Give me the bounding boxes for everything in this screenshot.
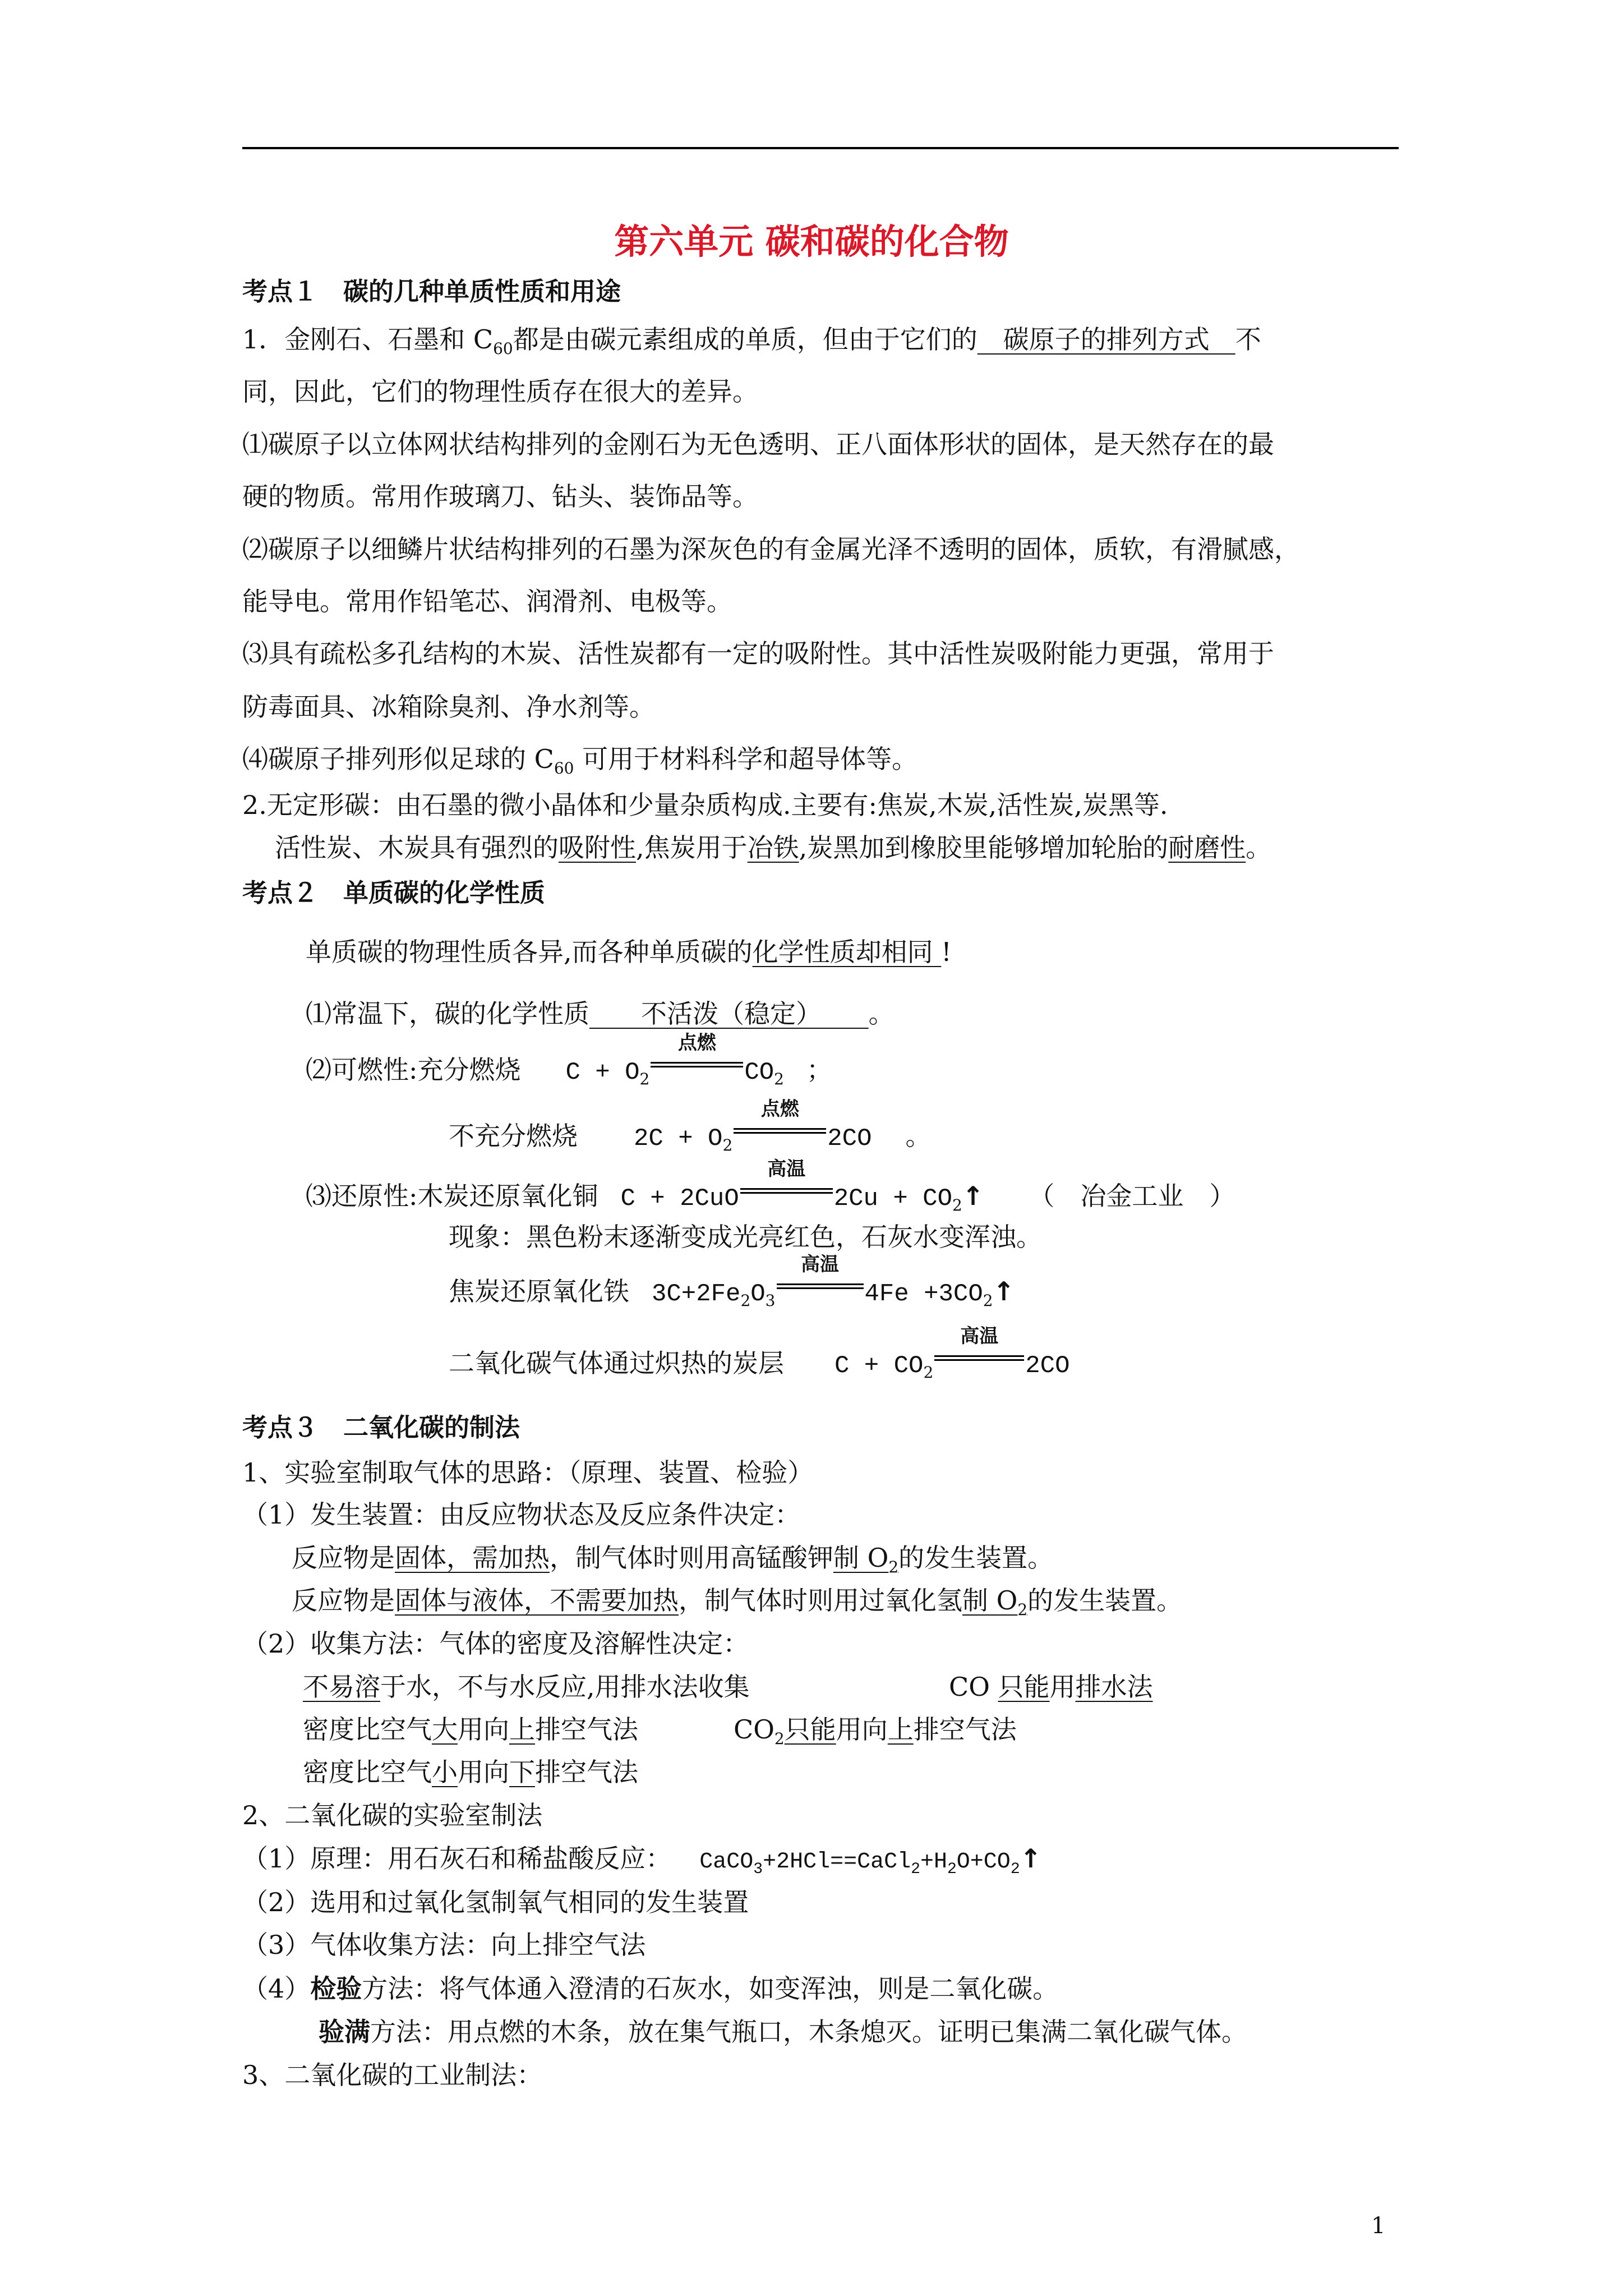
item-2-line-2: 能导电。常用作铅笔芯、润滑剂、电极等。 bbox=[242, 586, 732, 616]
text: 排空气法 bbox=[535, 1757, 638, 1787]
text: 。 bbox=[905, 1121, 932, 1151]
text: ! bbox=[941, 937, 952, 967]
generator-solid-heat bbox=[292, 1538, 1053, 1577]
text: 充分燃烧 bbox=[417, 1055, 521, 1085]
text: 用 bbox=[1049, 1672, 1076, 1702]
text: 单质碳的物理性质各异,而各种单质碳的 bbox=[306, 937, 753, 967]
generator-solid-liquid bbox=[292, 1581, 1182, 1620]
text: ,焦炭用于 bbox=[636, 832, 748, 863]
text: CO bbox=[734, 1714, 774, 1745]
underlined-term: 固体，需加热 bbox=[395, 1543, 550, 1573]
equation-rhs: CO bbox=[744, 1059, 774, 1087]
paragraph-2-line-2 bbox=[275, 828, 1271, 867]
underlined-term: 上 bbox=[887, 1714, 914, 1745]
reaction-condition: 高温 bbox=[960, 1325, 999, 1347]
collection-downward bbox=[303, 1752, 638, 1792]
text: 。 bbox=[1246, 832, 1272, 863]
text: 制 O bbox=[833, 1543, 889, 1573]
text: CO bbox=[949, 1672, 998, 1702]
reaction-arrow bbox=[651, 1032, 743, 1068]
combustion-complete: ⑵可燃性:充分燃烧 $C + O_2$ 点燃 $CO_2$ ； bbox=[306, 1032, 832, 1088]
underlined-term: 排水法 bbox=[1075, 1672, 1153, 1702]
text: ⑴常温下，碳的化学性质 bbox=[306, 999, 589, 1029]
stability-line bbox=[306, 994, 895, 1033]
text: （1）原理：用石灰石和稀盐酸反应： bbox=[242, 1843, 672, 1874]
underlined-term: 吸附性 bbox=[559, 832, 636, 863]
label: ⑶还原性: bbox=[306, 1181, 418, 1211]
subscript: 60 bbox=[493, 339, 513, 358]
underlined-term: 小 bbox=[432, 1757, 458, 1787]
equation-lhs: 2C + O bbox=[634, 1125, 723, 1153]
equation-rhs: 4Fe +3CO bbox=[864, 1280, 983, 1308]
bold-term: 验满 bbox=[319, 2017, 370, 2047]
collection-line: （2）收集方法：气体的密度及溶解性决定： bbox=[242, 1628, 749, 1659]
reduction-phenomenon: 现象：黑色粉末逐渐变成光亮红色，石灰水变浑浊。 bbox=[449, 1222, 1042, 1252]
text: 的发生装置。 bbox=[1027, 1585, 1183, 1616]
section-heading-1: 考点１ 碳的几种单质性质和用途 bbox=[242, 277, 621, 306]
underlined-term: 不易溶 bbox=[303, 1672, 380, 1702]
item-3-line-2: 防毒面具、冰箱除臭剂、净水剂等。 bbox=[242, 692, 655, 722]
reaction-arrow bbox=[777, 1253, 864, 1289]
text: 用向 bbox=[836, 1714, 888, 1745]
reaction-condition: 点燃 bbox=[760, 1098, 799, 1120]
underlined-term: 制 $O_2$ bbox=[962, 1585, 1028, 1619]
text: 密度比空气 bbox=[303, 1757, 432, 1787]
text: 排空气法 bbox=[535, 1714, 638, 1745]
lab-co2-heading: 2、二氧化碳的实验室制法 bbox=[242, 1800, 543, 1830]
reaction-arrow bbox=[740, 1158, 833, 1194]
collection-method-line: （3）气体收集方法：向上排空气法 bbox=[242, 1930, 646, 1960]
gas-arrow-icon: ↑ bbox=[993, 1276, 1015, 1306]
reaction-arrow bbox=[934, 1325, 1024, 1361]
apparatus-line: （2）选用和过氧化氢制氧气相同的发生装置 bbox=[242, 1887, 749, 1917]
text: 1．金刚石、石墨和 C bbox=[242, 324, 494, 355]
item-4 bbox=[242, 739, 917, 779]
reaction-arrow bbox=[734, 1098, 826, 1134]
page-number: 1 bbox=[1371, 2213, 1386, 2239]
underlined-term: 只能 bbox=[784, 1714, 836, 1745]
reduction-cuo: ⑶还原性:木炭还原氧化铜 C + 2CuO 高温 $2Cu + CO_2↑$ （ 冶金工业 ） bbox=[306, 1158, 1235, 1214]
equation-lhs: C + O bbox=[565, 1059, 640, 1087]
text: +2HCl==CaCl bbox=[763, 1849, 911, 1875]
gas-arrow-icon: ↑ bbox=[1020, 1843, 1042, 1874]
item-1-line-2: 硬的物质。常用作玻璃刀、钻头、装饰品等。 bbox=[242, 481, 758, 512]
answer-blank: 碳原子的排列方式 bbox=[977, 324, 1235, 355]
section-heading-3: 考点３ 二氧化碳的制法 bbox=[242, 1412, 520, 1442]
equation-lhs: 3C+2Fe bbox=[652, 1280, 741, 1308]
text: +H bbox=[920, 1849, 947, 1875]
text: 不充分燃烧 bbox=[449, 1121, 578, 1151]
collection-water bbox=[303, 1667, 750, 1706]
equation-rhs: 2Cu + CO bbox=[833, 1185, 952, 1213]
underlined-term: 固体与液体，不需要加热 bbox=[395, 1585, 679, 1616]
item-3-line-1: ⑶具有疏松多孔结构的木炭、活性炭都有一定的吸附性。其中活性炭吸附能力更强，常用于 bbox=[242, 638, 1274, 669]
underlined-term: 化学性质却相同 bbox=[752, 937, 942, 967]
text: 制 O bbox=[962, 1585, 1018, 1616]
header-rule bbox=[242, 147, 1399, 149]
principle-line bbox=[242, 1839, 1041, 1882]
subscript: 60 bbox=[554, 759, 574, 777]
paragraph-1-line-2: 同，因此，它们的物理性质存在很大的差异。 bbox=[242, 376, 758, 407]
text: CaCO bbox=[699, 1849, 754, 1875]
text: 用向 bbox=[458, 1714, 509, 1745]
text: 二氧化碳气体通过炽热的炭层 bbox=[449, 1348, 784, 1378]
item-1-line-1: ⑴碳原子以立体网状结构排列的金刚石为无色透明、正八面体形状的固体，是天然存在的最 bbox=[242, 429, 1274, 459]
label: ⑵可燃性: bbox=[306, 1055, 418, 1085]
text: 密度比空气 bbox=[303, 1714, 432, 1745]
full-check-line bbox=[319, 2012, 1247, 2051]
reaction-condition: 高温 bbox=[801, 1253, 839, 1276]
text: ，制气体时则用高锰酸钾 bbox=[550, 1543, 833, 1573]
co2-reduction: 二氧化碳气体通过炽热的炭层 $C + CO_2$ 高温 2CO bbox=[449, 1325, 1070, 1382]
bold-term: 检验 bbox=[310, 1973, 362, 2004]
reaction-condition: 高温 bbox=[767, 1158, 806, 1180]
text: （4） bbox=[242, 1973, 311, 2004]
text: 排空气法 bbox=[913, 1714, 1017, 1745]
text: 于水，不与水反应,用排水法收集 bbox=[380, 1672, 750, 1702]
equation-lhs: O bbox=[750, 1280, 766, 1308]
underlined-term: 上 bbox=[509, 1714, 535, 1745]
item-2-line-1: ⑵碳原子以细鳞片状结构排列的石墨为深灰色的有金属光泽不透明的固体，质软，有滑腻感， bbox=[242, 534, 1300, 564]
text: 反应物是 bbox=[292, 1585, 395, 1616]
text: 不 bbox=[1235, 324, 1261, 355]
text: 。 bbox=[868, 999, 895, 1029]
text: 活性炭、木炭具有强烈的 bbox=[275, 832, 559, 863]
underlined-term: 下 bbox=[509, 1757, 535, 1787]
text: 方法：将气体通入澄清的石灰水，如变浑浊，则是二氧化碳。 bbox=[362, 1973, 1059, 2004]
generator-line: （1）发生装置：由反应物状态及反应条件决定： bbox=[242, 1499, 801, 1530]
equation-rhs: 2CO bbox=[1025, 1352, 1070, 1380]
text: ； bbox=[806, 1055, 832, 1085]
text: 都是由碳元素组成的单质，但由于它们的 bbox=[513, 324, 978, 355]
equation-rhs: 2CO bbox=[827, 1125, 872, 1153]
industrial-prep-heading: 3、二氧化碳的工业制法： bbox=[242, 2060, 543, 2090]
underlined-term: 制 $O_2$ bbox=[833, 1543, 899, 1576]
text: ⑷碳原子排列形似足球的 C bbox=[242, 744, 554, 774]
collection-co-rule bbox=[949, 1667, 1153, 1706]
paragraph-1-line-1 bbox=[242, 320, 1261, 359]
equation-lhs: C + CO bbox=[834, 1352, 924, 1380]
text: 用向 bbox=[458, 1757, 509, 1787]
equation: $CaCO_3+2HCl==CaCl_2+H_2O+CO_2$ bbox=[699, 1849, 1020, 1878]
text: 木炭还原氧化铜 bbox=[417, 1181, 598, 1211]
text: 的发生装置。 bbox=[898, 1543, 1054, 1573]
collection-upward bbox=[303, 1710, 638, 1749]
text: ，制气体时则用过氧化氢 bbox=[679, 1585, 962, 1616]
equation-lhs: C + 2CuO bbox=[620, 1185, 739, 1213]
chem-property-intro bbox=[306, 932, 952, 972]
gas-arrow-icon: ↑ bbox=[962, 1181, 984, 1211]
text: 焦炭还原氧化铁 bbox=[449, 1276, 629, 1306]
page-title: 第六单元 碳和碳的化合物 bbox=[614, 221, 1009, 262]
test-line bbox=[242, 1969, 1058, 2008]
text: 反应物是 bbox=[292, 1543, 395, 1573]
text: （ 冶金工业 ） bbox=[1029, 1181, 1235, 1211]
lab-prep-intro: 1、实验室制取气体的思路：（原理、装置、检验） bbox=[242, 1457, 814, 1488]
text: O+CO bbox=[956, 1849, 1011, 1875]
reaction-condition: 点燃 bbox=[677, 1032, 716, 1054]
underlined-term: 只能 bbox=[998, 1672, 1050, 1702]
text: 方法：用点燃的木条，放在集气瓶口，木条熄灭。证明已集满二氧化碳气体。 bbox=[370, 2017, 1247, 2047]
text: ,炭黑加到橡胶里能够增加轮胎的 bbox=[799, 832, 1169, 863]
underlined-term: 耐磨性 bbox=[1168, 832, 1246, 863]
underlined-term: 冶铁 bbox=[747, 832, 799, 863]
collection-co2-rule: $CO_2$只能用向上排空气法 bbox=[734, 1714, 1017, 1748]
underlined-term: 大 bbox=[432, 1714, 458, 1745]
paragraph-2-line-1: 2.无定形碳：由石墨的微小晶体和少量杂质构成.主要有:焦炭,木炭,活性炭,炭黑等. bbox=[242, 790, 1168, 820]
answer-blank: 不活泼（稳定） bbox=[589, 999, 869, 1029]
section-heading-2: 考点２ 单质碳的化学性质 bbox=[242, 878, 546, 908]
combustion-incomplete: 不充分燃烧 $2C + O_2$ 点燃 2CO 。 bbox=[449, 1098, 932, 1154]
reduction-fe2o3: 焦炭还原氧化铁 $3C+2Fe_2O_3$ 高温 $4Fe +3CO_2↑$ bbox=[449, 1253, 1015, 1310]
text: 可用于材料科学和超导体等。 bbox=[574, 744, 918, 774]
